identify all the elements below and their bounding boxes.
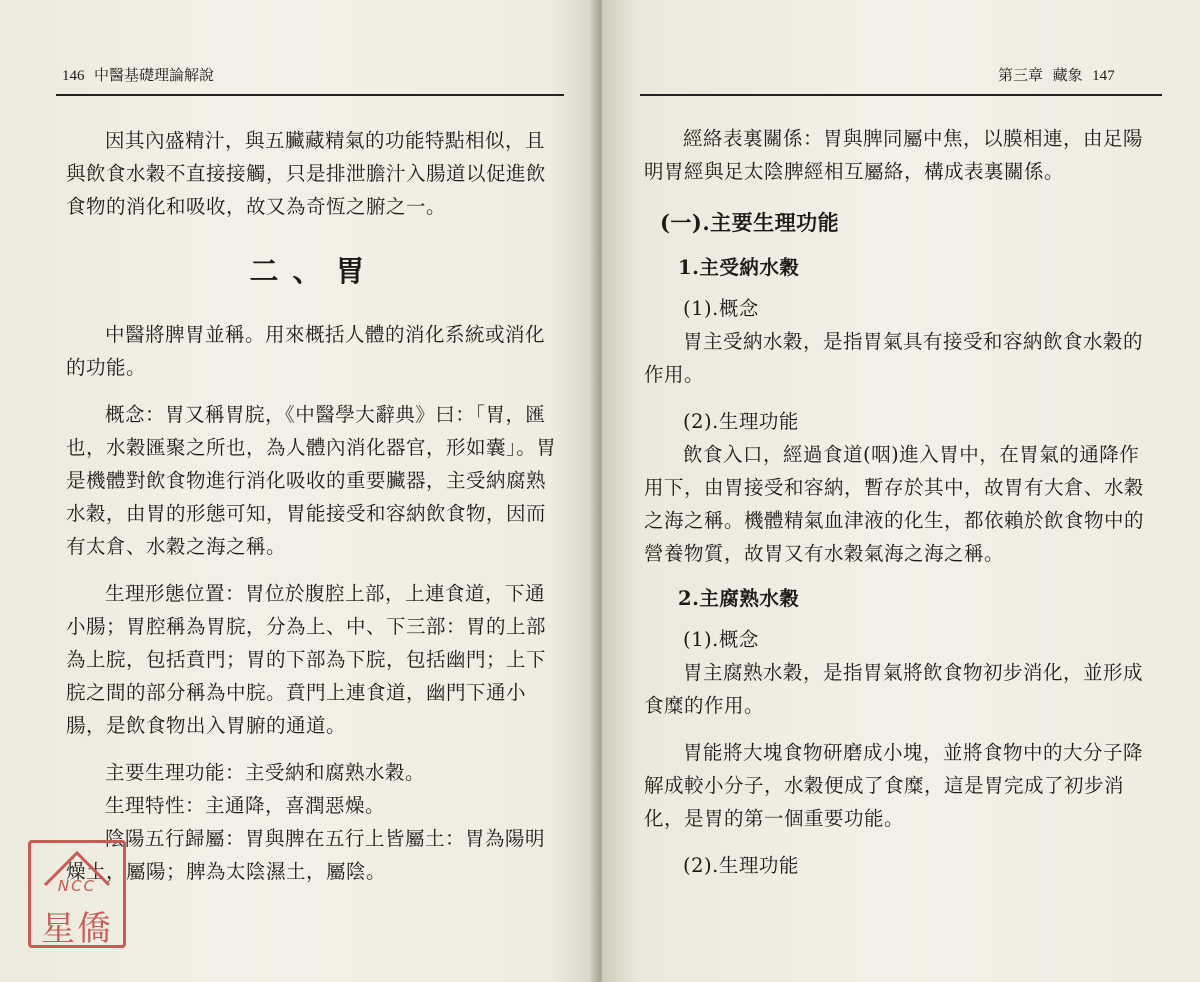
- subsection-2-heading: 2.主腐熟水穀: [678, 587, 800, 610]
- subsection-2-concept-text: 胃主腐熟水穀，是指胃氣將飲食物初步消化，並形成食糜的作用。: [644, 661, 1144, 717]
- section-heading-main-functions: (一).主要生理功能: [660, 210, 840, 235]
- left-page-header: [62, 64, 214, 85]
- right-page-body: [644, 122, 1144, 882]
- chapter-title: 藏象: [1052, 66, 1083, 84]
- right-page: [602, 0, 1200, 982]
- left-paragraph-3: 生理形態位置：胃位於腹腔上部，上連食道，下通小腸；胃腔稱為胃脘，分為上、中、下三部：胃的上部為上脘，包括賁門；胃的下部為下脘，包括幽門；上下脘之間的部分稱為中脘。賁門上連食道，幽門下通小腸，是飲食物出入胃腑的通道。: [66, 582, 547, 737]
- subsection-1-heading: 1.主受納水穀: [678, 256, 800, 279]
- left-paragraph-6: 陰陽五行歸屬：胃與脾在五行上皆屬土：胃為陽明燥土，屬陽；脾為太陰濕土，屬陰。: [66, 827, 546, 883]
- left-page: [0, 0, 598, 982]
- section-title-stomach: 二、胃: [249, 254, 379, 288]
- left-page-number: 146: [62, 68, 85, 84]
- subsection-2-paragraph: 胃能將大塊食物研磨成小塊，並將食物中的大分子降解成較小分子，水穀便成了食糜，這是胃完成了初步消化，是胃的第一個重要功能。: [644, 741, 1144, 830]
- left-header-rule: [56, 94, 564, 96]
- subsection-2-function-label: (2).生理功能: [683, 854, 799, 877]
- subsection-1-function-label: (2).生理功能: [683, 410, 799, 433]
- stamp-chinese-text: 星僑: [41, 909, 113, 949]
- subsection-2-concept-label: (1).概念: [683, 628, 759, 651]
- left-paragraph-5: 生理特性：主通降，喜潤惡燥。: [105, 794, 386, 817]
- chapter-label: 第三章: [998, 66, 1044, 84]
- right-opening-paragraph: 經絡表裏關係：胃與脾同屬中焦，以膜相連，由足陽明胃經與足太陰脾經相互屬絡，構成表裏關係。: [644, 127, 1144, 183]
- left-paragraph-4: 主要生理功能：主受納和腐熟水穀。: [105, 761, 426, 784]
- left-paragraph-1: 中醫將脾胃並稱。用來概括人體的消化系統或消化的功能。: [66, 323, 546, 379]
- book-title: 中醫基礎理論解說: [94, 66, 215, 84]
- subsection-1-concept-text: 胃主受納水穀，是指胃氣具有接受和容納飲食水穀的作用。: [644, 330, 1144, 386]
- subsection-1-concept-label: (1).概念: [683, 297, 759, 320]
- right-header-rule: [640, 94, 1162, 96]
- subsection-1-function-text: 飲食入口，經過食道(咽)進入胃中，在胃氣的通降作用下，由胃接受和容納，暫存於其中，故胃有大倉、水穀之海之稱。機體精氣血津液的化生，都依賴於飲食物中的營養物質，故胃又有水穀氣海之海之稱。: [644, 443, 1145, 565]
- left-paragraph-2: 概念：胃又稱胃脘，《中醫學大辭典》曰：「胃，匯也，水穀匯聚之所也，為人體內消化器官，形如囊」。胃是機體對飲食物進行消化吸收的重要臟器，主受納腐熟水穀，由胃的形態可知，胃能接受和容納飲食物，因而有太倉、水穀之海之稱。: [66, 403, 557, 558]
- right-page-number: 147: [1092, 68, 1115, 84]
- left-opening-paragraph: 因其內盛精汁，與五臟藏精氣的功能特點相似，且與飲食水穀不直接接觸，只是排泄膽汁入腸道以促進飲食物的消化和吸收，故又為奇恆之腑之一。: [66, 129, 547, 218]
- ncc-watermark-stamp: [28, 840, 126, 948]
- left-page-body: [66, 124, 562, 888]
- stamp-latin-text: NCC: [57, 877, 97, 895]
- right-page-header: [998, 64, 1115, 85]
